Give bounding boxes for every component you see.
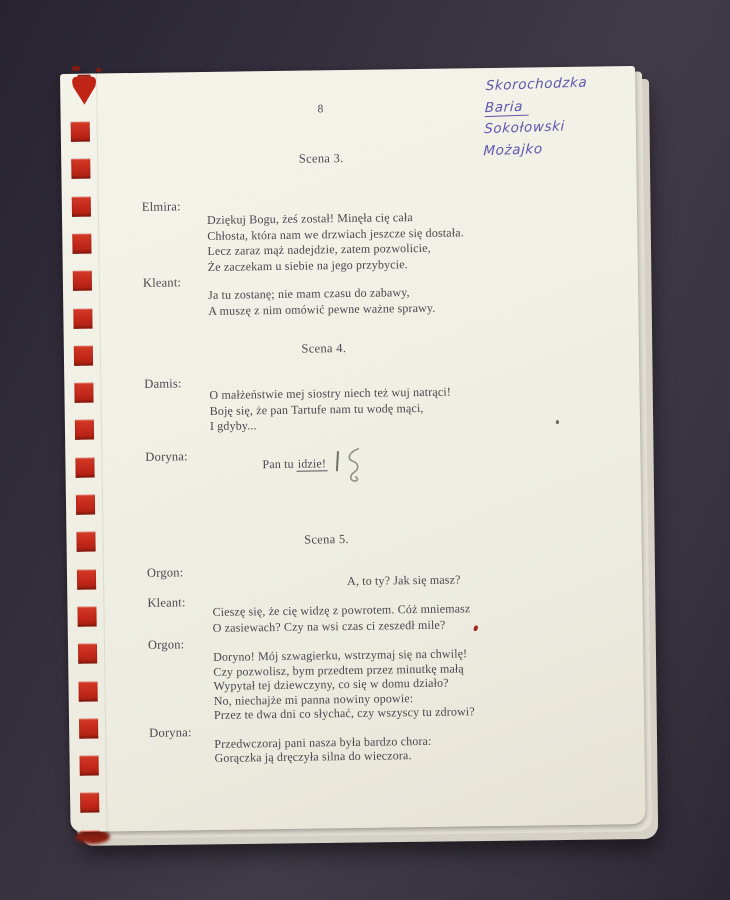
binding-torn-speck <box>96 68 101 72</box>
dialogue-line: Lecz zaraz mąż nadejdzie, zatem pozwolicie, <box>207 240 431 258</box>
binding-hole <box>72 233 91 253</box>
binding-hole <box>75 457 94 477</box>
dialogue-doryna <box>262 456 327 472</box>
binding-hole <box>76 532 95 552</box>
speaker-orgon: Orgon: <box>147 637 185 652</box>
binding-hole <box>73 271 92 291</box>
page-number: 8 <box>317 103 324 116</box>
binding-hole <box>71 122 90 142</box>
binding-hole <box>75 420 94 440</box>
binding-hole <box>71 159 90 179</box>
binding-hole <box>74 345 93 365</box>
handwritten-name: Skorochodzka <box>485 74 588 95</box>
binding-hole <box>72 196 91 216</box>
dialogue-line: O małżeństwie mej siostry niech też wuj natrąci! <box>209 384 452 402</box>
dialogue-line: Chłosta, która nam we drzwiach jeszcze się dostała. <box>207 224 464 243</box>
speaker-orgon: Orgon: <box>146 565 184 580</box>
scene-heading-3: Scena 3. <box>298 151 344 166</box>
binding-hole <box>77 606 96 626</box>
binding-hole <box>79 718 98 738</box>
speaker-doryna: Doryna: <box>145 449 188 464</box>
binding-hole <box>80 793 99 813</box>
binding-strip <box>60 66 635 74</box>
dialogue-line: Wypytał tej dziewczyny, co się w domu działo? <box>213 675 449 694</box>
scene-heading-4: Scena 4. <box>301 341 347 356</box>
dialogue-orgon <box>347 572 461 589</box>
pencil-slash-mark <box>336 451 339 471</box>
red-ink-speck <box>473 625 479 632</box>
script-page <box>60 66 646 832</box>
binding-heart-tooth <box>68 73 100 107</box>
dialogue-kleant <box>208 285 436 319</box>
binding-hole <box>74 383 93 403</box>
dialogue-line: Przedwczoraj pani nasza była bardzo chora: <box>214 733 432 751</box>
dialogue-line: A muszę z nim omówić pewne ważne sprawy. <box>208 300 436 318</box>
speaker-damis: Damis: <box>144 376 182 391</box>
dialogue-line: Pan tu idzie! <box>262 456 327 472</box>
paper-speck <box>556 420 559 424</box>
dialogue-kleant <box>212 601 470 636</box>
binding-torn-speck <box>72 66 80 71</box>
handwritten-name: Sokołowski <box>483 118 566 138</box>
speaker-doryna: Doryna: <box>149 725 192 740</box>
dialogue-line: O zasiewach? Czy na wsi czas ci zeszedł mile? <box>212 617 446 635</box>
handwritten-name: Możajko <box>483 140 544 159</box>
speaker-kleant: Kleant: <box>142 275 182 290</box>
binding-hole <box>78 681 97 701</box>
dialogue-line: Dziękuj Bogu, żeś został! Minęła cię cała <box>206 210 413 227</box>
binding-hole <box>78 644 97 664</box>
handwritten-name: Baria <box>485 94 587 119</box>
dialogue-orgon <box>213 646 475 723</box>
dialogue-line: Cieszę się, że cię widzę z powrotem. Cóż mniemasz <box>212 601 471 619</box>
binding-hole <box>77 569 96 589</box>
dialogue-line: No, niechajże mi panna nowiny opowie: <box>213 690 414 708</box>
speaker-kleant: Kleant: <box>147 595 186 610</box>
dialogue-line: Gorączka ją dręczyła silna do wieczora. <box>214 748 412 765</box>
speaker-elmira: Elmira: <box>141 199 181 214</box>
dialogue-line: Że zaczekam u siebie na jego przybycie. <box>207 256 408 274</box>
dialogue-doryna <box>214 734 432 765</box>
binding-hole <box>80 756 99 776</box>
dialogue-line: Przez te dwa dni co słychać, czy wszyscy tu zdrowi? <box>213 704 475 723</box>
underlined-word: idzie! <box>297 456 327 471</box>
dialogue-line: Ja tu zostanę; nie mam czasu do zabawy, <box>208 285 410 302</box>
binding-hole <box>73 308 92 328</box>
dialogue-line: Doryno! Mój szwagierku, wstrzymaj się na chwilę! <box>213 646 468 664</box>
dialogue-damis <box>209 385 451 435</box>
dialogue-elmira <box>207 209 464 275</box>
dialogue-line: A, to ty? Jak się masz? <box>347 572 461 589</box>
pencil-squiggle-mark <box>343 447 368 487</box>
binding-hole <box>76 495 95 515</box>
dialogue-line: Boję się, że pan Tartufe nam tu wodę mąci, <box>209 400 424 418</box>
dialogue-line: Czy pozwolisz, bym przedtem przez minutkę małą <box>213 661 464 679</box>
dialogue-line: I gdyby... <box>209 418 257 433</box>
scene-heading-5: Scena 5. <box>304 532 349 547</box>
